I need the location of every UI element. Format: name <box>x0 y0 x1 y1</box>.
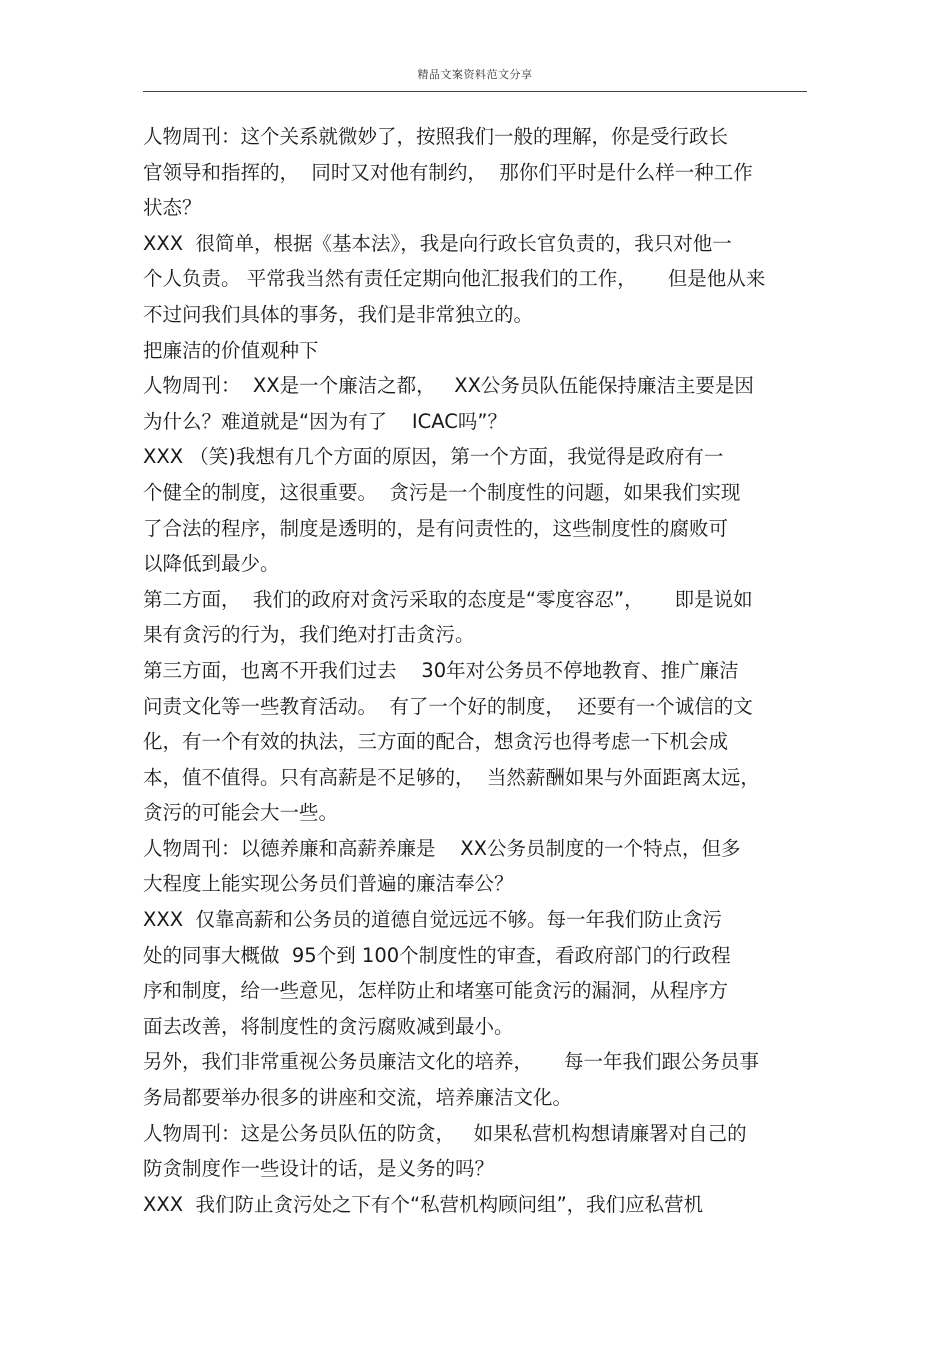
text-line: 本，值不值得。只有高薪是不足够的， 当然薪酬如果与外面距离太远， <box>143 765 760 789</box>
text-line: 第二方面， 我们的政府对贪污采取的态度是“零度容忍”， 即是说如 <box>143 587 753 611</box>
text-line: 不过问我们具体的事务，我们是非常独立的。 <box>143 302 534 326</box>
text-line: 务局都要举办很多的讲座和交流，培养廉洁文化。 <box>143 1086 573 1110</box>
page-header: 精品文案资料范文分享 <box>417 68 533 81</box>
text-line: 状态？ <box>143 196 202 220</box>
text-line: XXX 我们防止贪污处之下有个“私营机构顾问组”，我们应私营机 <box>143 1192 704 1216</box>
text-line: 人物周刊：这个关系就微妙了，按照我们一般的理解，你是受行政长 <box>143 125 729 148</box>
text-line: 人物周刊：以德养廉和高薪养廉是 XX公务员制度的一个特点，但多 <box>143 836 741 860</box>
text-line: 个人负责。 平常我当然有责任定期向他汇报我们的工作， 但是他从来 <box>143 267 766 291</box>
text-line: 问责文化等一些教育活动。 有了一个好的制度， 还要有一个诚信的文 <box>143 694 753 718</box>
text-line: 第三方面，也离不开我们过去 30年对公务员不停地教育、推广廉洁 <box>143 658 739 682</box>
text-line: 人物周刊：这是公务员队伍的防贪， 如果私营机构想请廉署对自己的 <box>143 1121 747 1145</box>
text-line: 以降低到最少。 <box>143 552 280 576</box>
document-body <box>143 119 807 1222</box>
text-line: 果有贪污的行为，我们绝对打击贪污。 <box>143 623 475 647</box>
text-line: 大程度上能实现公务员们普遍的廉洁奉公？ <box>143 872 514 896</box>
text-line: 个健全的制度，这很重要。 贪污是一个制度性的问题，如果我们实现 <box>143 480 741 504</box>
text-line: XXX 很简单，根据《基本法》，我是向行政长官负责的，我只对他一 <box>143 231 732 255</box>
text-line: 人物周刊： XX是一个廉洁之都， XX公务员队伍能保持廉洁主要是因 <box>143 374 754 398</box>
text-line: XXX 仅靠高薪和公务员的道德自觉远远不够。每一年我们防止贪污 <box>143 908 722 932</box>
text-line: 官领导和指挥的， 同时又对他有制约， 那你们平时是什么样一种工作 <box>143 160 753 184</box>
text-line: 防贪制度作一些设计的话，是义务的吗？ <box>143 1157 495 1181</box>
text-line: 为什么？难道就是“因为有了 ICAC吗”？ <box>143 409 507 433</box>
header-divider <box>143 91 807 92</box>
section-heading: 把廉洁的价值观种下 <box>143 338 319 362</box>
text-line: 贪污的可能会大一些。 <box>143 801 339 825</box>
text-line: XXX （笑)我想有几个方面的原因，第一个方面，我觉得是政府有一 <box>143 445 724 469</box>
text-line: 化，有一个有效的执法，三方面的配合，想贪污也得考虑一下机会成 <box>143 730 729 754</box>
text-line: 面去改善，将制度性的贪污腐败减到最小。 <box>143 1014 514 1038</box>
text-line: 序和制度，给一些意见，怎样防止和堵塞可能贪污的漏洞，从程序方 <box>143 979 729 1003</box>
text-line: 了合法的程序，制度是透明的，是有问责性的，这些制度性的腐败可 <box>143 516 729 540</box>
text-line: 另外，我们非常重视公务员廉洁文化的培养， 每一年我们跟公务员事 <box>143 1050 759 1074</box>
text-line: 处的同事大概做 95个到 100个制度性的审查，看政府部门的行政程 <box>143 943 731 967</box>
